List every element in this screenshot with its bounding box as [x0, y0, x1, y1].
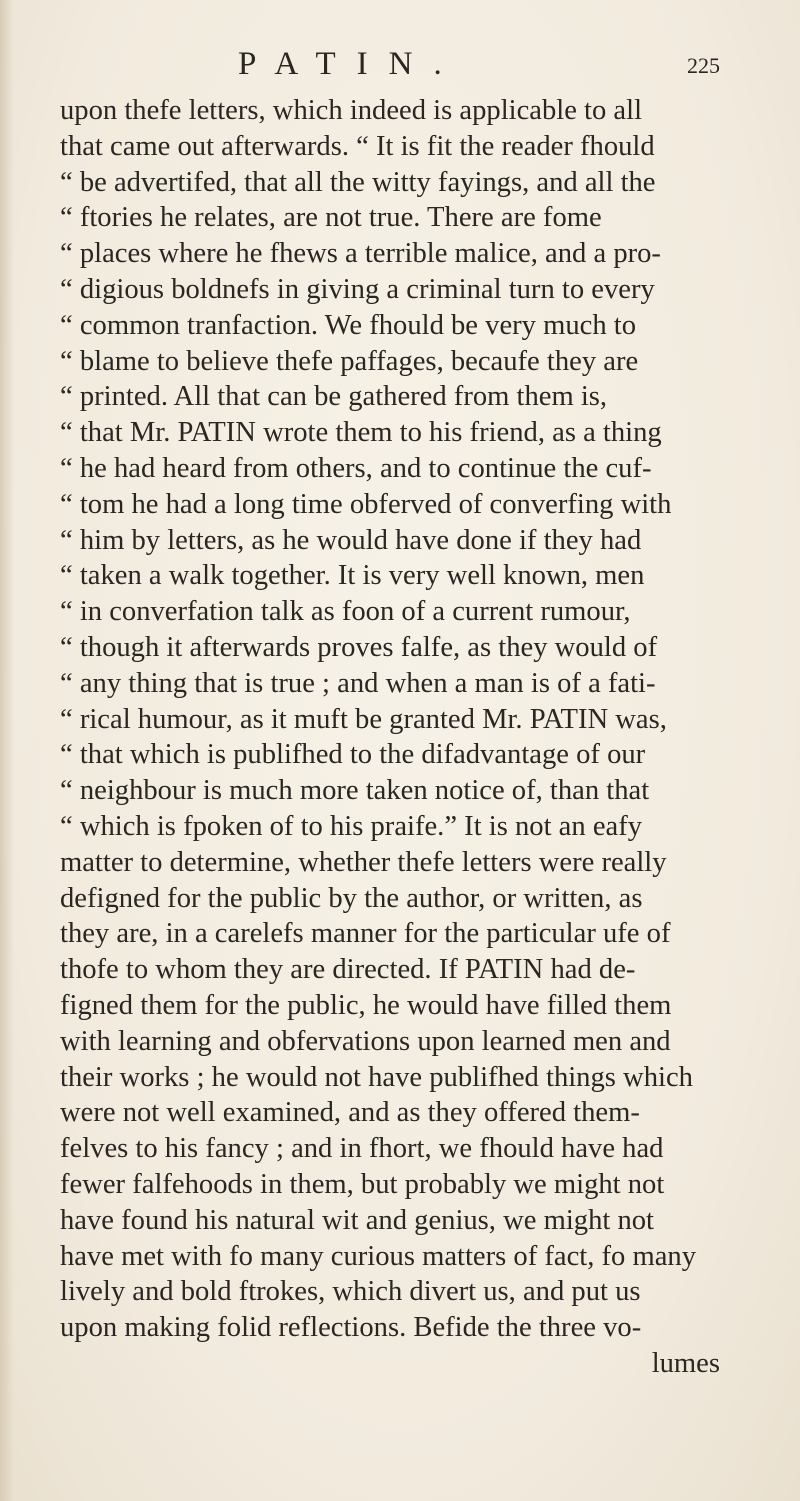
- text-line: figned them for the public, he would have filled them: [60, 989, 672, 1021]
- text-line: “ be advertifed, that all the witty fayings, and all the: [60, 166, 656, 198]
- text-line: lively and bold ftrokes, which divert us, and put us: [60, 1276, 641, 1308]
- text-line: matter to determine, whether thefe letters were really: [60, 846, 667, 878]
- text-line: their works ; he would not have publifhed things which: [60, 1061, 693, 1093]
- running-head: PATIN.: [238, 46, 463, 82]
- text-line: defigned for the public by the author, or written, as: [60, 882, 643, 914]
- text-line: have found his natural wit and genius, we might not: [60, 1204, 655, 1236]
- text-line: “ him by letters, as he would have done if they had: [60, 524, 642, 556]
- text-line: “ places where he fhews a terrible malice, and a pro-: [60, 238, 661, 270]
- text-line: with learning and obfervations upon learned men and: [60, 1025, 671, 1057]
- text-line: “ though it afterwards proves falfe, as they would of: [60, 631, 658, 663]
- text-line: have met with fo many curious matters of fact, fo many: [60, 1240, 697, 1272]
- text-line: “ which is fpoken of to his praife.” It is not an eafy: [60, 810, 643, 842]
- text-line: “ blame to believe thefe paffages, becaufe they are: [60, 345, 639, 377]
- body-text: [60, 93, 720, 1382]
- text-line: upon thefe letters, which indeed is applicable to all: [60, 95, 643, 126]
- text-line: “ tom he had a long time obferved of converfing with: [60, 488, 672, 520]
- text-line: upon making folid reflections. Befide the three vo-: [60, 1312, 642, 1344]
- text-line: “ rical humour, as it muft be granted Mr. PATIN was,: [60, 703, 667, 735]
- text-line: were not well examined, and as they offered them-: [60, 1097, 640, 1129]
- page-header: [0, 44, 800, 84]
- text-line: “ in converfation talk as foon of a current rumour,: [60, 596, 631, 628]
- text-line: “ that Mr. PATIN wrote them to his friend, as a thing: [60, 417, 662, 449]
- page-number: 225: [687, 53, 720, 78]
- text-line: that came out afterwards. “ It is fit the reader fhould: [60, 130, 655, 162]
- text-line: “ common tranfaction. We fhould be very much to: [60, 309, 637, 341]
- text-line: “ he had heard from others, and to continue the cuf-: [60, 452, 652, 484]
- text-line: fewer falfehoods in them, but probably we might not: [60, 1168, 665, 1200]
- text-line: they are, in a carelefs manner for the particular ufe of: [60, 918, 671, 950]
- text-line: “ neighbour is much more taken notice of, than that: [60, 775, 650, 807]
- text-line: “ digious boldnefs in giving a criminal turn to every: [60, 273, 655, 305]
- text-line: “ any thing that is true ; and when a man is of a fati-: [60, 667, 656, 699]
- text-line: “ that which is publifhed to the difadvantage of our: [60, 739, 646, 771]
- text-line: “ taken a walk together. It is very well known, men: [60, 560, 645, 592]
- text-line: “ ftories he relates, are not true. There are fome: [60, 202, 602, 234]
- page-edge-shadow: [0, 0, 14, 1501]
- text-line: thofe to whom they are directed. If PATIN had de-: [60, 954, 636, 986]
- text-line: “ printed. All that can be gathered from them is,: [60, 381, 608, 413]
- catchword: lumes: [651, 1347, 720, 1379]
- text-line: felves to his fancy ; and in fhort, we fhould have had: [60, 1133, 664, 1165]
